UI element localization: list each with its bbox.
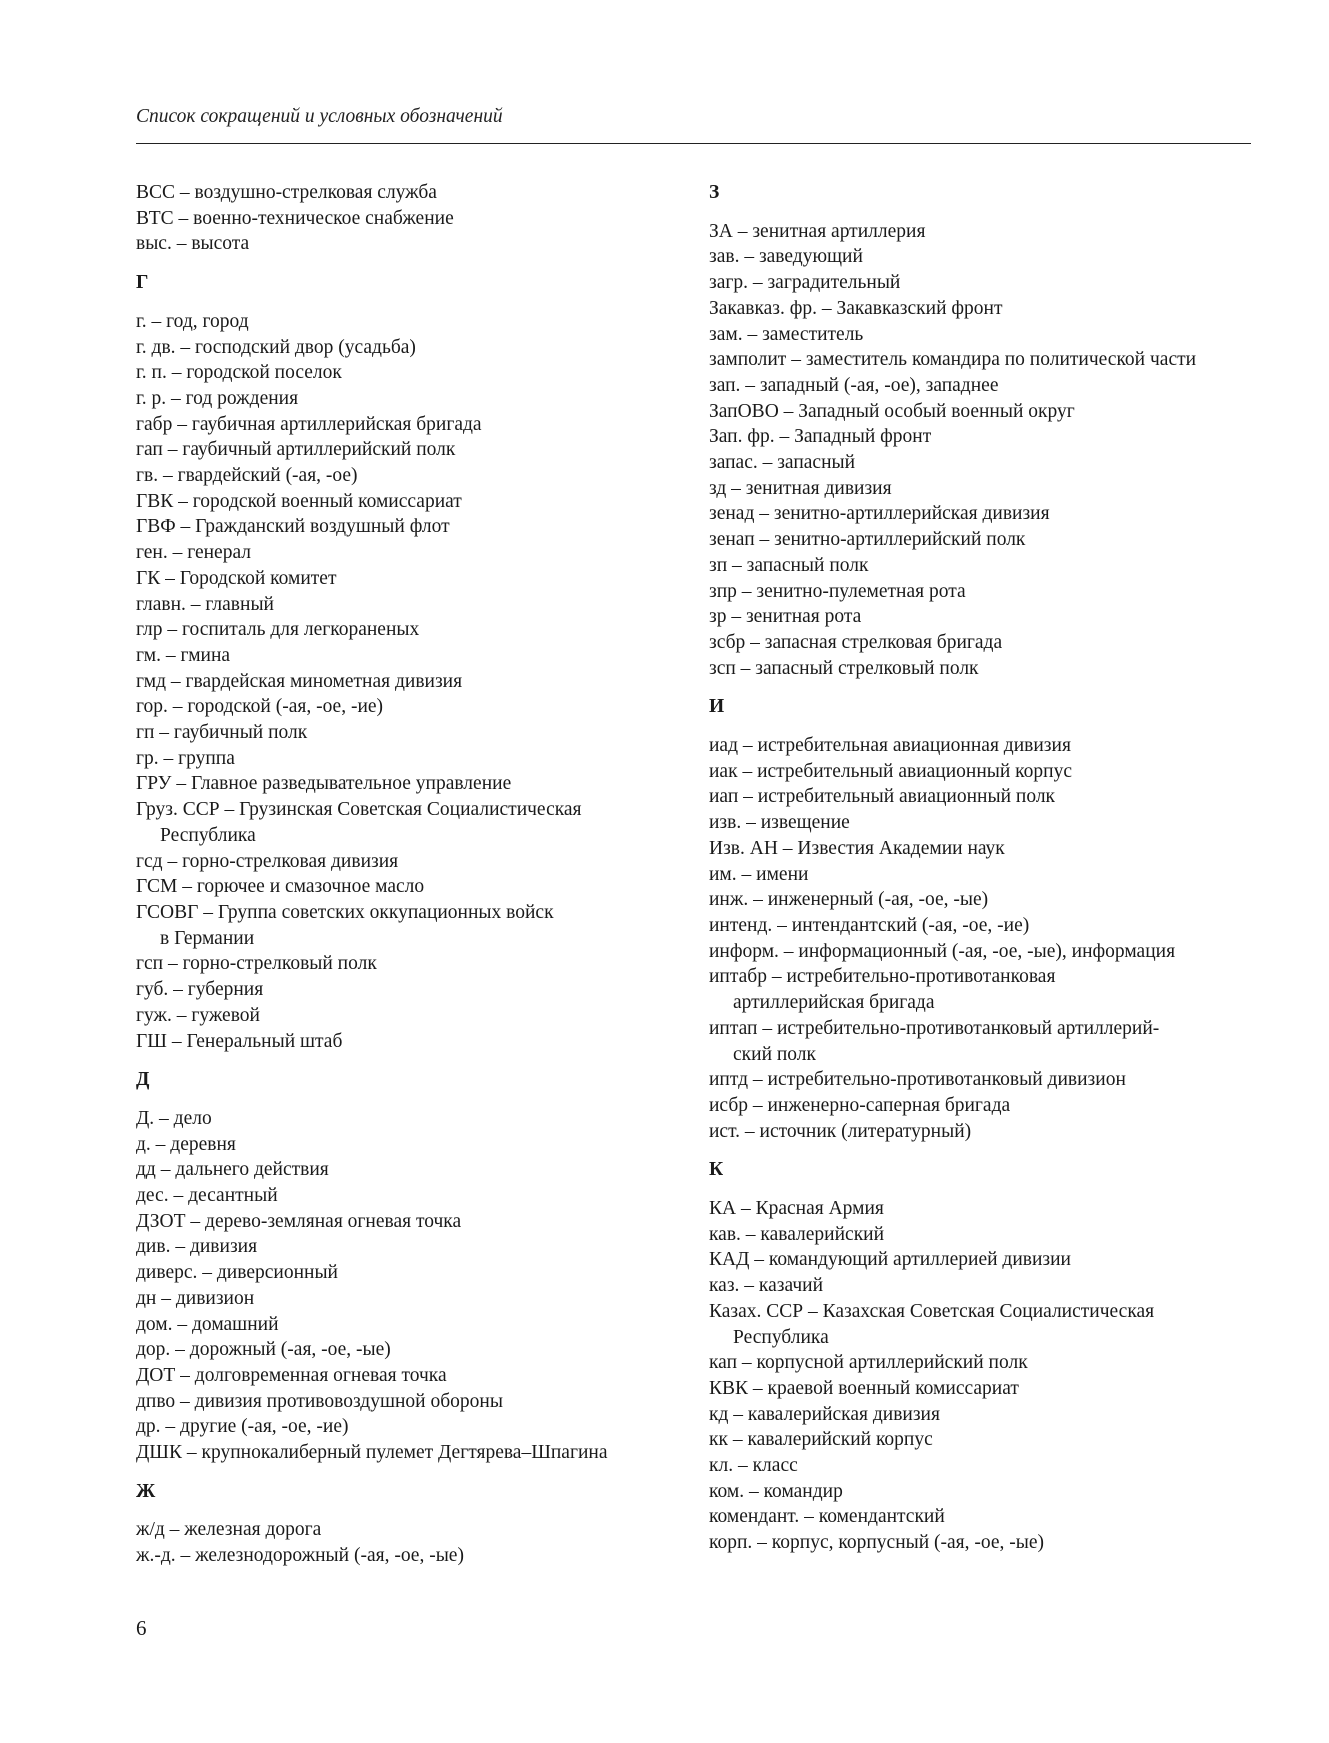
abbreviation-entry (709, 939, 1269, 965)
abbreviation-entry (709, 399, 1269, 425)
abbreviation-entry (136, 592, 696, 618)
abbreviation-entry (709, 373, 1269, 399)
header-rule (136, 143, 1251, 144)
entry-text: зенад – зенитно-артиллерийская дивизия (709, 503, 1050, 525)
abbreviation-entry (709, 810, 1269, 836)
entry-text: г. п. – городской поселок (136, 362, 342, 384)
entry-continuation: Республика (160, 824, 256, 846)
entry-text: иап – истребительный авиационный полк (709, 786, 1056, 808)
entry-text: ген. – генерал (136, 542, 252, 564)
abbreviation-entry (136, 771, 696, 797)
abbreviation-entry (136, 1389, 696, 1415)
entry-text: ГВК – городской военный комиссариат (136, 490, 462, 512)
abbreviation-entry (136, 437, 696, 463)
entry-text: глр – госпиталь для легкораненых (136, 619, 420, 641)
abbreviation-entry (136, 1234, 696, 1260)
abbreviation-entry (709, 656, 1269, 682)
entry-text: комендант. – комендантский (709, 1506, 945, 1528)
abbreviation-entry (709, 219, 1269, 245)
entry-text: г. – год, город (136, 310, 249, 332)
abbreviation-entry (709, 322, 1269, 348)
abbreviation-section (709, 180, 1269, 681)
abbreviation-entry (709, 733, 1269, 759)
entry-continuation: в Германии (160, 927, 255, 949)
abbreviation-entry (136, 540, 696, 566)
entry-text: каз. – казачий (709, 1275, 824, 1297)
entry-text: иад – истребительная авиационная дивизия (709, 735, 1071, 757)
abbreviation-entry (136, 1183, 696, 1209)
abbreviation-entry (709, 1376, 1269, 1402)
page-number: 6 (136, 1616, 147, 1640)
entry-text: Груз. ССР – Грузинская Советская Социалистическая (136, 799, 582, 821)
abbreviation-entry (709, 527, 1269, 553)
abbreviation-entry (136, 1286, 696, 1312)
entry-text: ком. – командир (709, 1480, 843, 1502)
abbreviation-entry (136, 1106, 696, 1132)
entry-text: ВСС – воздушно-стрелковая служба (136, 182, 437, 203)
entry-text: гп – гаубичный полк (136, 722, 308, 744)
entry-text: дом. – домашний (136, 1313, 279, 1335)
entry-text: ДОТ – долговременная огневая точка (136, 1364, 447, 1386)
entry-text: ГРУ – Главное разведывательное управление (136, 773, 512, 795)
entry-text: ГШ – Генеральный штаб (136, 1030, 343, 1052)
left-column (136, 180, 696, 1569)
entry-text: диверс. – диверсионный (136, 1262, 338, 1284)
abbreviation-entry (136, 1003, 696, 1029)
entry-text: Закавказ. фр. – Закавказский фронт (709, 297, 1003, 319)
entry-text: ГСОВГ – Группа советских оккупационных войск (136, 901, 554, 923)
entry-text: ГК – Городской комитет (136, 567, 337, 589)
entry-text: замполит – заместитель командира по политической части (709, 349, 1197, 371)
entry-text: губ. – губерния (136, 979, 264, 1001)
entry-text: им. – имени (709, 863, 809, 885)
entry-text: зсбр – запасная стрелковая бригада (709, 631, 1003, 653)
abbreviation-entry (709, 296, 1269, 322)
abbreviation-entry (136, 1414, 696, 1440)
entry-text: дн – дивизион (136, 1287, 255, 1309)
entry-text: Изв. АН – Известия Академии наук (709, 837, 1005, 859)
abbreviation-entry (709, 476, 1269, 502)
entry-text: гор. – городской (-ая, -ое, -ие) (136, 696, 384, 718)
entry-text: ГВФ – Гражданский воздушный флот (136, 516, 450, 538)
abbreviation-entry (136, 1132, 696, 1158)
entry-text: гр. – группа (136, 747, 235, 769)
entry-text: гсп – горно-стрелковый полк (136, 953, 377, 975)
abbreviation-section (136, 270, 696, 1054)
entry-text: иптд – истребительно-противотанковый дивизион (709, 1069, 1126, 1091)
abbreviation-entry (136, 1312, 696, 1338)
abbreviation-entry (136, 669, 696, 695)
abbreviation-entry (136, 206, 696, 232)
entry-text: выс. – высота (136, 233, 250, 255)
entry-text: интенд. – интендантский (-ая, -ое, -ие) (709, 914, 1030, 936)
abbreviation-entry (136, 1209, 696, 1235)
entry-text: г. р. – год рождения (136, 387, 299, 409)
abbreviation-entry (709, 630, 1269, 656)
abbreviation-entry (709, 836, 1269, 862)
abbreviation-entry (136, 566, 696, 592)
entry-text: иптабр – истребительно-противотанковая (709, 966, 1056, 988)
entry-text: зав. – заведующий (709, 246, 863, 268)
entry-text: ВТС – военно-техническое снабжение (136, 207, 454, 229)
abbreviation-entry (136, 849, 696, 875)
entry-text: див. – дивизия (136, 1236, 258, 1258)
abbreviation-entry (709, 424, 1269, 450)
abbreviation-section (136, 180, 696, 257)
abbreviation-entry (136, 1543, 696, 1569)
abbreviation-entry (136, 874, 696, 900)
abbreviation-entry (709, 1016, 1269, 1067)
entry-text: КВК – краевой военный комиссариат (709, 1377, 1019, 1399)
abbreviation-entry (709, 887, 1269, 913)
abbreviation-entry (709, 759, 1269, 785)
entry-text: исбр – инженерно-саперная бригада (709, 1094, 1011, 1116)
abbreviation-entry (136, 1440, 696, 1466)
entry-text: д. – деревня (136, 1133, 236, 1155)
section-letter: Ж (136, 1480, 156, 1502)
abbreviation-entry (709, 964, 1269, 1015)
abbreviation-entry (709, 501, 1269, 527)
entry-text: Зап. фр. – Западный фронт (709, 426, 932, 448)
abbreviation-section (709, 694, 1269, 1144)
entry-text: зп – запасный полк (709, 554, 869, 576)
entry-text: гуж. – гужевой (136, 1004, 260, 1026)
entry-text: КАД – командующий артиллерией дивизии (709, 1249, 1071, 1271)
abbreviation-entry (709, 784, 1269, 810)
abbreviation-entry (136, 720, 696, 746)
entry-continuation: Республика (733, 1326, 829, 1348)
abbreviation-entry (709, 1479, 1269, 1505)
entry-continuation: ский полк (733, 1043, 817, 1065)
abbreviation-section (136, 1067, 696, 1466)
abbreviation-entry (136, 643, 696, 669)
entry-text: Д. – дело (136, 1107, 212, 1129)
section-letter: К (709, 1159, 724, 1181)
entry-text: информ. – информационный (-ая, -ое, -ые), информация (709, 940, 1176, 962)
abbreviation-entry (709, 1196, 1269, 1222)
entry-text: запас. – запасный (709, 452, 856, 474)
abbreviation-entry (709, 862, 1269, 888)
abbreviation-entry (136, 514, 696, 540)
entry-continuation: артиллерийская бригада (733, 992, 935, 1014)
abbreviation-entry (136, 746, 696, 772)
entry-text: гв. – гвардейский (-ая, -ое) (136, 465, 358, 487)
abbreviation-entry (709, 1402, 1269, 1428)
entry-text: ДШК – крупнокалиберный пулемет Дегтярева–Шпагина (136, 1442, 608, 1464)
abbreviation-entry (709, 450, 1269, 476)
section-letter: Д (136, 1069, 150, 1091)
abbreviation-entry (136, 1363, 696, 1389)
abbreviation-entry (136, 309, 696, 335)
abbreviation-entry (709, 913, 1269, 939)
abbreviation-entry (136, 335, 696, 361)
entry-text: зам. – заместитель (709, 323, 864, 345)
abbreviation-entry (709, 1222, 1269, 1248)
section-letter: З (709, 182, 720, 203)
entry-text: Казах. ССР – Казахская Советская Социалистическая (709, 1300, 1155, 1322)
abbreviation-entry (709, 1067, 1269, 1093)
entry-text: иптап – истребительно-противотанковый артиллерий- (709, 1017, 1160, 1039)
entry-text: кав. – кавалерийский (709, 1223, 885, 1245)
entry-text: зенап – зенитно-артиллерийский полк (709, 529, 1026, 551)
abbreviation-entry (709, 1273, 1269, 1299)
entry-text: зап. – западный (-ая, -ое), западнее (709, 374, 999, 396)
entry-text: дес. – десантный (136, 1185, 278, 1207)
abbreviation-entry (136, 617, 696, 643)
abbreviation-entry (709, 1453, 1269, 1479)
entry-text: дд – дальнего действия (136, 1159, 329, 1181)
abbreviation-entry (136, 1517, 696, 1543)
abbreviation-entry (136, 951, 696, 977)
abbreviation-entry (709, 1247, 1269, 1273)
abbreviation-entry (709, 1093, 1269, 1119)
abbreviation-entry (709, 1299, 1269, 1350)
abbreviation-entry (136, 386, 696, 412)
entry-text: зд – зенитная дивизия (709, 477, 892, 499)
abbreviation-entry (709, 347, 1269, 373)
abbreviation-section (709, 1157, 1269, 1556)
abbreviation-entry (136, 694, 696, 720)
abbreviation-entry (136, 1029, 696, 1055)
abbreviation-entry (136, 1260, 696, 1286)
abbreviation-entry (709, 1427, 1269, 1453)
abbreviation-entry (136, 1337, 696, 1363)
entry-text: ДЗОТ – дерево-земляная огневая точка (136, 1210, 462, 1232)
entry-text: др. – другие (-ая, -ое, -ие) (136, 1416, 349, 1438)
abbreviation-entry (136, 489, 696, 515)
entry-text: кл. – класс (709, 1455, 798, 1477)
entry-text: корп. – корпус, корпусный (-ая, -ое, -ые) (709, 1532, 1045, 1554)
abbreviation-entry (136, 360, 696, 386)
section-letter: Г (136, 272, 149, 294)
entry-text: ЗА – зенитная артиллерия (709, 220, 926, 242)
entry-text: изв. – извещение (709, 812, 850, 834)
abbreviation-entry (136, 463, 696, 489)
entry-text: ист. – источник (литературный) (709, 1120, 972, 1142)
entry-text: гмд – гвардейская минометная дивизия (136, 670, 463, 692)
abbreviation-section (136, 1479, 696, 1569)
abbreviation-entry (136, 1157, 696, 1183)
entry-text: гм. – гмина (136, 644, 231, 666)
abbreviation-entry (136, 900, 696, 951)
abbreviation-entry (709, 1119, 1269, 1145)
entry-text: дпво – дивизия противовоздушной обороны (136, 1390, 503, 1412)
abbreviation-entry (709, 604, 1269, 630)
abbreviation-entry (136, 180, 696, 206)
abbreviation-entry (136, 231, 696, 257)
entry-text: инж. – инженерный (-ая, -ое, -ые) (709, 889, 989, 911)
running-head: Список сокращений и условных обозначений (136, 106, 503, 127)
entry-text: главн. – главный (136, 593, 274, 615)
entry-text: кк – кавалерийский корпус (709, 1429, 933, 1451)
entry-text: ж.-д. – железнодорожный (-ая, -ое, -ые) (136, 1545, 464, 1567)
entry-text: гсд – горно-стрелковая дивизия (136, 850, 399, 872)
entry-text: г. дв. – господский двор (усадьба) (136, 336, 416, 358)
abbreviation-entry (709, 579, 1269, 605)
entry-text: загр. – заградительный (709, 272, 901, 294)
entry-text: ГСМ – горючее и смазочное масло (136, 876, 425, 898)
abbreviation-entry (709, 553, 1269, 579)
entry-text: зр – зенитная рота (709, 606, 862, 628)
entry-text: зпр – зенитно-пулеметная рота (709, 580, 966, 602)
entry-text: зсп – запасный стрелковый полк (709, 657, 979, 679)
entry-text: ЗапОВО – Западный особый военный округ (709, 400, 1075, 422)
section-letter: И (709, 696, 725, 718)
entry-text: кап – корпусной артиллерийский полк (709, 1352, 1028, 1374)
entry-text: дор. – дорожный (-ая, -ое, -ые) (136, 1339, 391, 1361)
entry-text: ж/д – железная дорога (136, 1519, 322, 1541)
entry-text: кд – кавалерийская дивизия (709, 1403, 940, 1425)
abbreviation-entry (709, 270, 1269, 296)
entry-text: иак – истребительный авиационный корпус (709, 760, 1073, 782)
abbreviation-entry (136, 797, 696, 848)
abbreviation-entry (136, 412, 696, 438)
entry-text: габр – гаубичная артиллерийская бригада (136, 413, 482, 435)
abbreviation-entry (709, 244, 1269, 270)
abbreviation-entry (709, 1530, 1269, 1556)
abbreviation-entry (709, 1350, 1269, 1376)
entry-text: гап – гаубичный артиллерийский полк (136, 439, 456, 461)
entry-text: КА – Красная Армия (709, 1198, 884, 1220)
abbreviation-entry (709, 1504, 1269, 1530)
abbreviation-entry (136, 977, 696, 1003)
right-column (709, 180, 1269, 1556)
